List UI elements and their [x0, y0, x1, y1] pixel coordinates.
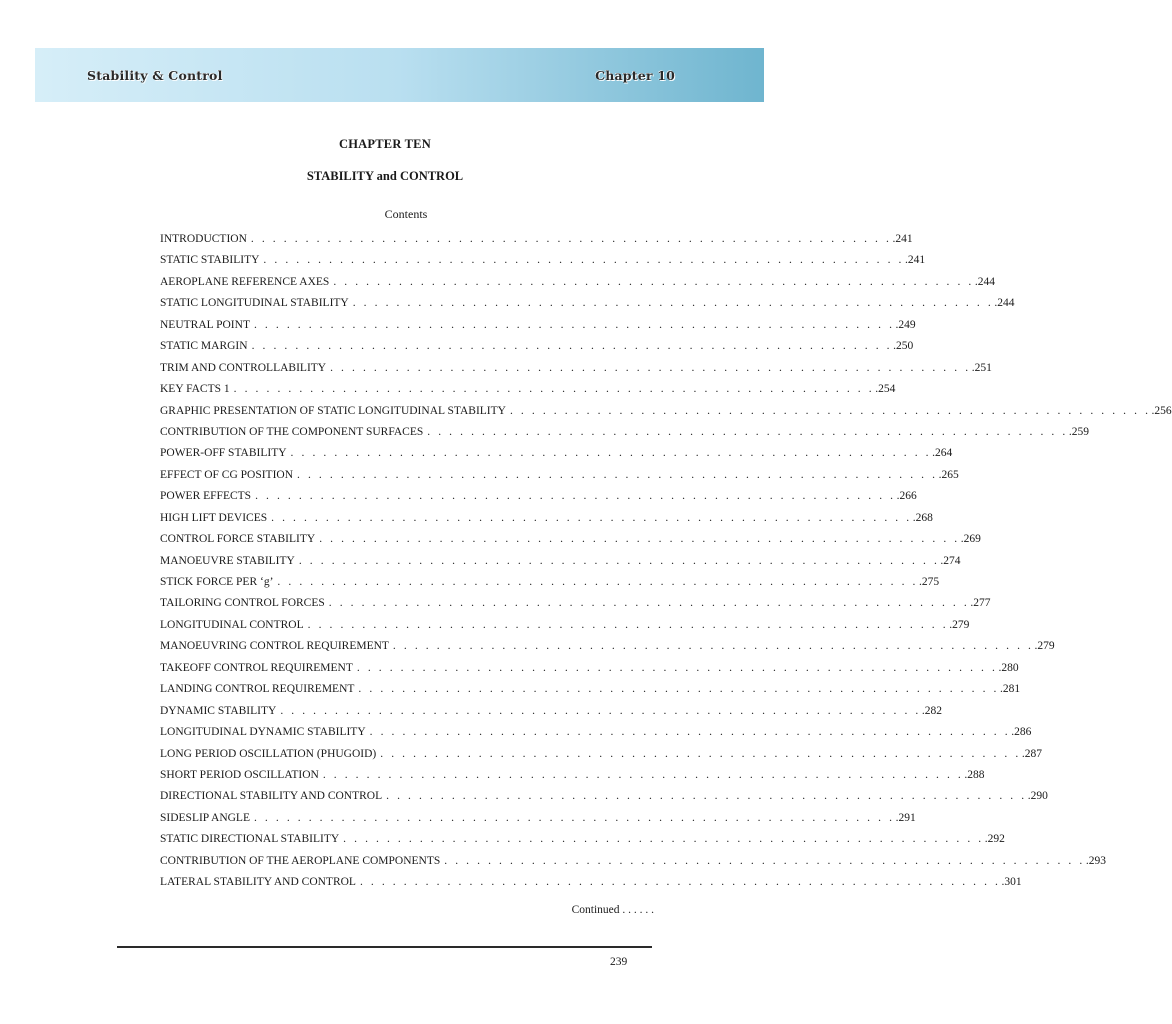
toc-entry [160, 679, 1021, 700]
toc-entry-page: .281 [1000, 683, 1021, 696]
toc-entry-page: .287 [1021, 747, 1042, 760]
toc-entry-page: .280 [998, 661, 1019, 674]
toc-dot-leader: . . . . . . . . . . . . . . . . . . . . . . . . . . . . . . . . . . . . . . . . . . . . . . . . . . . . . . . . . . . [509, 404, 1151, 417]
toc-entry-title: TRIM AND CONTROLLABILITY [160, 361, 327, 374]
toc-dot-leader: . . . . . . . . . . . . . . . . . . . . . . . . . . . . . . . . . . . . . . . . . . . . . . . . . . . . . . . . . . . [253, 811, 895, 824]
toc-entry-title: STATIC STABILITY [160, 254, 260, 267]
toc-entry [160, 529, 981, 550]
continued-note: Continued . . . . . . [571, 904, 654, 916]
toc-dot-leader: . . . . . . . . . . . . . . . . . . . . . . . . . . . . . . . . . . . . . . . . . . . . . . . . . . . . . . . . . . . [297, 468, 938, 481]
toc-entry-title: MANOEUVRE STABILITY [160, 554, 295, 567]
toc-entry-title: CONTROL FORCE STABILITY [160, 533, 316, 546]
toc-entry [160, 551, 961, 572]
toc-dot-leader: . . . . . . . . . . . . . . . . . . . . . . . . . . . . . . . . . . . . . . . . . . . . . . . . . . . . . . . . . . . [352, 297, 994, 310]
toc-entry-page: .268 [912, 511, 933, 524]
toc-entry-title: POWER-OFF STABILITY [160, 447, 287, 460]
header-book-title: Stability & Control [87, 68, 223, 83]
toc-entry-page: .264 [932, 447, 953, 460]
toc-entry-title: LATERAL STABILITY AND CONTROL [160, 876, 356, 889]
toc-dot-leader: . . . . . . . . . . . . . . . . . . . . . . . . . . . . . . . . . . . . . . . . . . . . . . . . . . . . . . . . . . . [251, 340, 893, 353]
toc-entry-page: .244 [994, 297, 1015, 310]
toc-entry-title: CONTRIBUTION OF THE AEROPLANE COMPONENTS [160, 854, 441, 867]
toc-dot-leader: . . . . . . . . . . . . . . . . . . . . . . . . . . . . . . . . . . . . . . . . . . . . . . . . . . . . . . . . . . . [386, 790, 1027, 803]
toc-dot-leader: . . . . . . . . . . . . . . . . . . . . . . . . . . . . . . . . . . . . . . . . . . . . . . . . . . . . . . . . . . . [358, 683, 999, 696]
toc-entry [160, 701, 943, 722]
toc-entry-title: NEUTRAL POINT [160, 318, 250, 331]
toc-dot-leader: . . . . . . . . . . . . . . . . . . . . . . . . . . . . . . . . . . . . . . . . . . . . . . . . . . . . . . . . . . . [359, 876, 1001, 889]
toc-entry-title: LANDING CONTROL REQUIREMENT [160, 683, 355, 696]
toc-entry-title: EFFECT OF CG POSITION [160, 468, 294, 481]
toc-entry-page: .254 [875, 383, 896, 396]
toc-entry [160, 593, 991, 614]
toc-dot-leader: . . . . . . . . . . . . . . . . . . . . . . . . . . . . . . . . . . . . . . . . . . . . . . . . . . . . . . . . . . . [255, 490, 896, 503]
toc-dot-leader: . . . . . . . . . . . . . . . . . . . . . . . . . . . . . . . . . . . . . . . . . . . . . . . . . . . . . . . . . . . [322, 768, 964, 781]
toc-entry-title: TAKEOFF CONTROL REQUIREMENT [160, 661, 353, 674]
toc-entry-title: MANOEUVRING CONTROL REQUIREMENT [160, 640, 389, 653]
toc-entry-page: .274 [940, 554, 961, 567]
toc-entry-page: .241 [892, 233, 913, 245]
toc-dot-leader: . . . . . . . . . . . . . . . . . . . . . . . . . . . . . . . . . . . . . . . . . . . . . . . . . . . . . . . . . . . [444, 854, 1085, 867]
toc-entry [160, 293, 1015, 314]
toc-entry-title: CONTRIBUTION OF THE COMPONENT SURFACES [160, 425, 424, 438]
toc-entry [160, 401, 1172, 422]
toc-dot-leader: . . . . . . . . . . . . . . . . . . . . . . . . . . . . . . . . . . . . . . . . . . . . . . . . . . . . . . . . . . . [277, 576, 918, 588]
toc-entry [160, 636, 1055, 657]
toc-dot-leader: . . . . . . . . . . . . . . . . . . . . . . . . . . . . . . . . . . . . . . . . . . . . . . . . . . . . . . . . . . . [392, 640, 1034, 653]
toc-entry-page: .244 [974, 275, 996, 288]
toc-entry-title: HIGH LIFT DEVICES [160, 511, 268, 524]
toc-entry-page: .256 [1151, 404, 1172, 417]
toc-entry-title: SHORT PERIOD OSCILLATION [160, 768, 319, 781]
toc-entry [160, 336, 914, 357]
running-header [35, 48, 764, 102]
toc-entry-page: .277 [970, 597, 991, 610]
toc-dot-leader: . . . . . . . . . . . . . . . . . . . . . . . . . . . . . . . . . . . . . . . . . . . . . . . . . . . . . . . . . . . [307, 618, 949, 631]
toc-entry-title: LONGITUDINAL DYNAMIC STABILITY [160, 726, 366, 739]
toc-entry-page: .259 [1068, 425, 1089, 438]
toc-entry-page: .266 [896, 490, 917, 503]
toc-entry-title: SIDESLIP ANGLE [160, 811, 250, 824]
toc-dot-leader: . . . . . . . . . . . . . . . . . . . . . . . . . . . . . . . . . . . . . . . . . . . . . . . . . . . . . . . . . . . [356, 661, 998, 674]
table-of-contents [160, 229, 1172, 894]
toc-entry-title: DYNAMIC STABILITY [160, 704, 277, 717]
toc-entry-title: STICK FORCE PER ‘g’ [160, 576, 274, 588]
header-chapter-label: Chapter 10 [595, 68, 675, 83]
toc-entry-title: AEROPLANE REFERENCE AXES [160, 275, 330, 288]
toc-entry-page: .265 [938, 468, 959, 481]
toc-dot-leader: . . . . . . . . . . . . . . . . . . . . . . . . . . . . . . . . . . . . . . . . . . . . . . . . . . . . . . . . . . . [250, 233, 892, 245]
toc-entry-title: POWER EFFECTS [160, 490, 252, 503]
toc-entry-page: .269 [960, 533, 981, 546]
toc-entry [160, 250, 926, 271]
toc-entry [160, 786, 1048, 807]
toc-entry [160, 272, 996, 293]
chapter-subtitle: STABILITY and CONTROL [306, 169, 464, 183]
toc-entry-page: .241 [905, 254, 926, 267]
toc-entry-title: INTRODUCTION [160, 233, 247, 245]
toc-dot-leader: . . . . . . . . . . . . . . . . . . . . . . . . . . . . . . . . . . . . . . . . . . . . . . . . . . . . . . . . . . . [369, 726, 1011, 739]
toc-entry-page: .251 [971, 361, 992, 374]
toc-entry-title: GRAPHIC PRESENTATION OF STATIC LONGITUDINAL STABILITY [160, 404, 506, 417]
toc-entry-page: .301 [1001, 876, 1022, 889]
toc-entry [160, 808, 916, 829]
toc-entry-page: .250 [893, 340, 914, 353]
toc-entry-title: LONGITUDINAL CONTROL [160, 618, 304, 631]
toc-entry-page: .286 [1011, 726, 1032, 739]
toc-entry-page: .292 [984, 833, 1005, 846]
toc-entry-title: TAILORING CONTROL FORCES [160, 597, 325, 610]
toc-dot-leader: . . . . . . . . . . . . . . . . . . . . . . . . . . . . . . . . . . . . . . . . . . . . . . . . . . . . . . . . . . . [290, 447, 932, 460]
toc-dot-leader: . . . . . . . . . . . . . . . . . . . . . . . . . . . . . . . . . . . . . . . . . . . . . . . . . . . . . . . . . . . [319, 533, 960, 546]
toc-entry [160, 765, 985, 786]
toc-entry-page: .249 [895, 318, 916, 331]
toc-entry [160, 443, 953, 464]
toc-dot-leader: . . . . . . . . . . . . . . . . . . . . . . . . . . . . . . . . . . . . . . . . . . . . . . . . . . . . . . . . . . . [427, 425, 1068, 438]
toc-entry-page: .275 [919, 576, 940, 588]
toc-entry-title: DIRECTIONAL STABILITY AND CONTROL [160, 790, 383, 803]
toc-entry [160, 851, 1106, 872]
toc-entry [160, 486, 917, 507]
toc-dot-leader: . . . . . . . . . . . . . . . . . . . . . . . . . . . . . . . . . . . . . . . . . . . . . . . . . . . . . . . . . . . [263, 254, 904, 267]
toc-entry-page: .291 [895, 811, 916, 824]
toc-entry [160, 572, 940, 593]
toc-entry-page: .288 [964, 768, 985, 781]
toc-dot-leader: . . . . . . . . . . . . . . . . . . . . . . . . . . . . . . . . . . . . . . . . . . . . . . . . . . . . . . . . . . . [253, 318, 895, 331]
toc-entry [160, 508, 933, 529]
toc-dot-leader: . . . . . . . . . . . . . . . . . . . . . . . . . . . . . . . . . . . . . . . . . . . . . . . . . . . . . . . . . . . [343, 833, 984, 846]
toc-entry [160, 358, 992, 379]
toc-dot-leader: . . . . . . . . . . . . . . . . . . . . . . . . . . . . . . . . . . . . . . . . . . . . . . . . . . . . . . . . . . . [380, 747, 1021, 760]
toc-entry [160, 722, 1032, 743]
toc-entry-title: STATIC DIRECTIONAL STABILITY [160, 833, 340, 846]
toc-entry [160, 422, 1089, 443]
toc-entry-title: LONG PERIOD OSCILLATION (PHUGOID) [160, 747, 377, 760]
toc-entry [160, 829, 1005, 850]
toc-dot-leader: . . . . . . . . . . . . . . . . . . . . . . . . . . . . . . . . . . . . . . . . . . . . . . . . . . . . . . . . . . . [333, 275, 974, 288]
toc-dot-leader: . . . . . . . . . . . . . . . . . . . . . . . . . . . . . . . . . . . . . . . . . . . . . . . . . . . . . . . . . . . [298, 554, 940, 567]
footer-rule [117, 946, 652, 948]
toc-entry [160, 744, 1042, 765]
toc-dot-leader: . . . . . . . . . . . . . . . . . . . . . . . . . . . . . . . . . . . . . . . . . . . . . . . . . . . . . . . . . . . [328, 597, 970, 610]
chapter-title: CHAPTER TEN [339, 137, 431, 151]
toc-entry-page: .279 [949, 618, 970, 631]
toc-entry-title: STATIC MARGIN [160, 340, 248, 353]
toc-entry-page: .282 [921, 704, 943, 717]
toc-entry-title: KEY FACTS 1 [160, 383, 230, 396]
page-number: 239 [610, 956, 628, 968]
toc-dot-leader: . . . . . . . . . . . . . . . . . . . . . . . . . . . . . . . . . . . . . . . . . . . . . . . . . . . . . . . . . . . [271, 511, 912, 524]
toc-entry [160, 615, 970, 636]
toc-dot-leader: . . . . . . . . . . . . . . . . . . . . . . . . . . . . . . . . . . . . . . . . . . . . . . . . . . . . . . . . . . . [233, 383, 875, 396]
toc-entry-page: .293 [1085, 854, 1106, 867]
toc-entry [160, 465, 959, 486]
toc-entry-title: STATIC LONGITUDINAL STABILITY [160, 297, 349, 310]
toc-dot-leader: . . . . . . . . . . . . . . . . . . . . . . . . . . . . . . . . . . . . . . . . . . . . . . . . . . . . . . . . . . . [280, 704, 921, 717]
toc-entry-page: .279 [1034, 640, 1055, 653]
toc-entry [160, 658, 1019, 679]
toc-entry-page: .290 [1027, 790, 1048, 803]
toc-entry [160, 872, 1022, 893]
toc-entry [160, 315, 916, 336]
toc-dot-leader: . . . . . . . . . . . . . . . . . . . . . . . . . . . . . . . . . . . . . . . . . . . . . . . . . . . . . . . . . . . [330, 361, 971, 374]
contents-heading: Contents [384, 207, 428, 221]
toc-entry [160, 379, 896, 400]
toc-entry [160, 229, 913, 250]
